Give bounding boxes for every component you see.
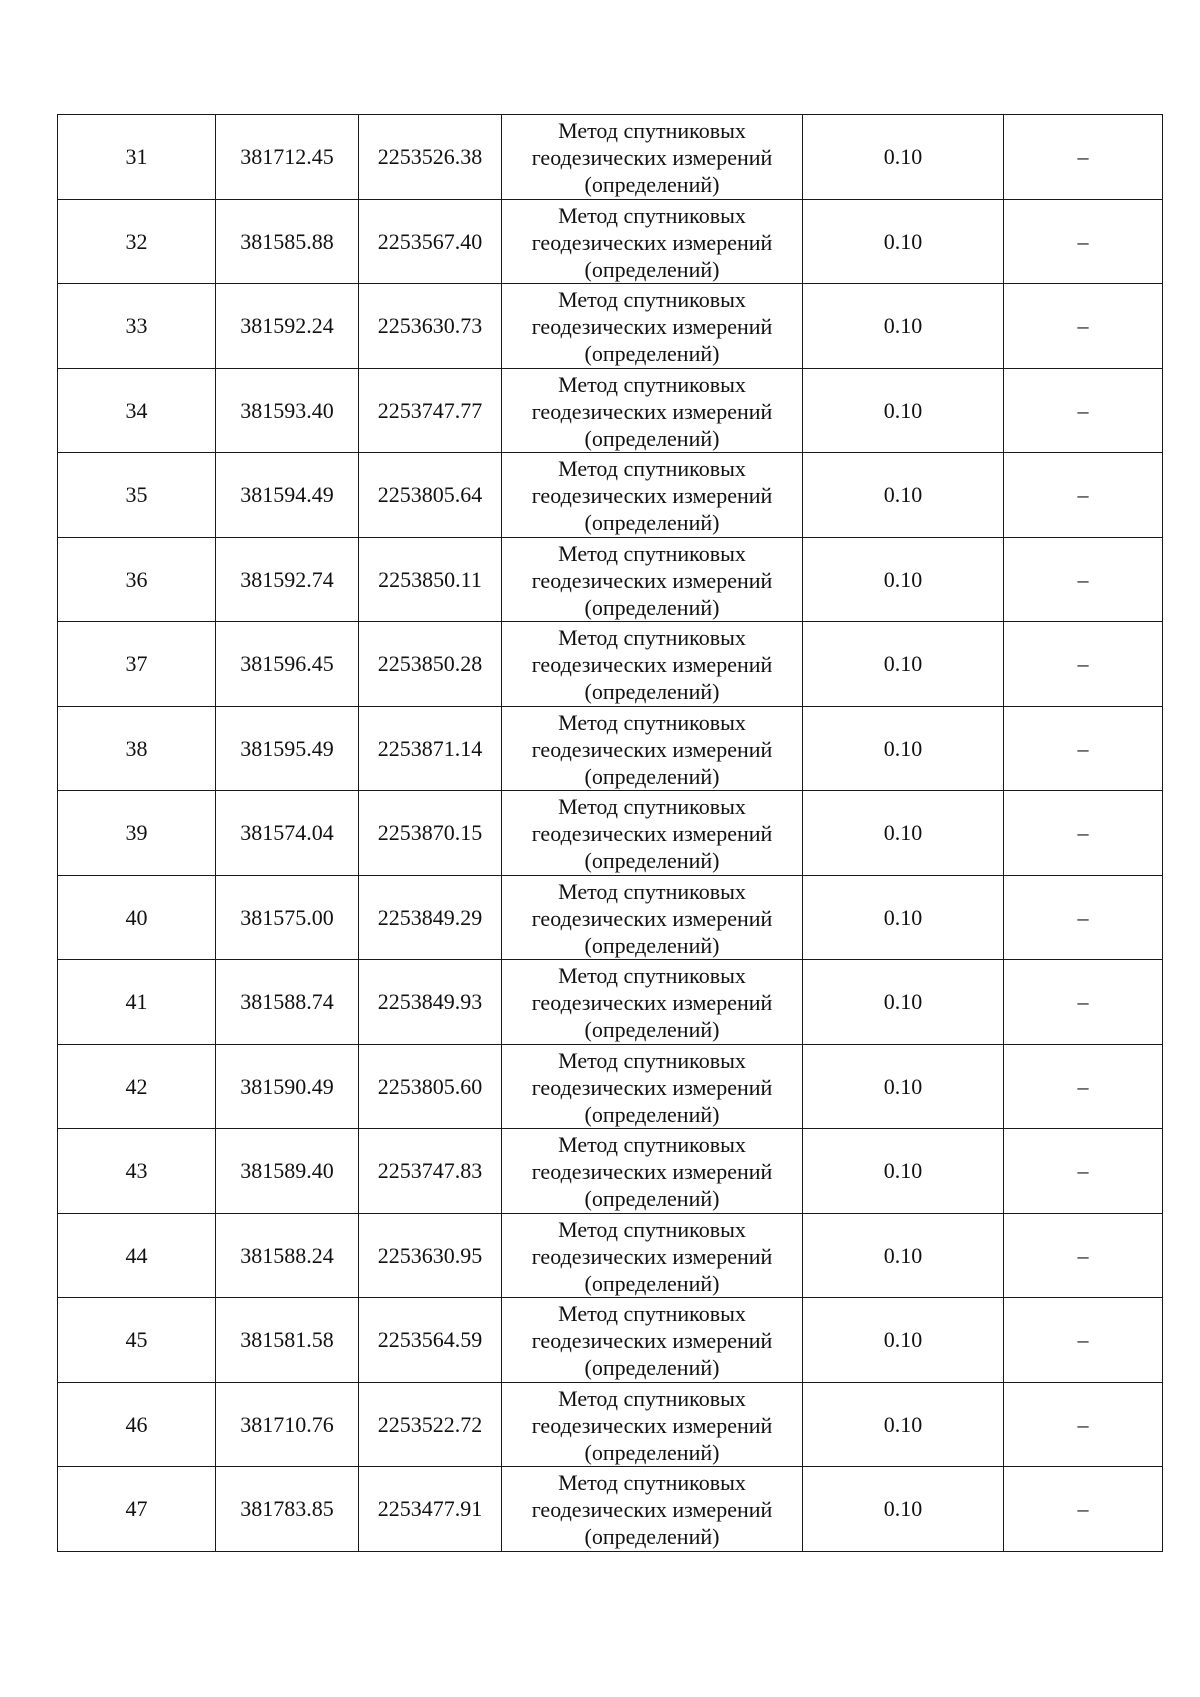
method-line-2: геодезических измерений bbox=[531, 229, 773, 255]
point-number-cell: 47 bbox=[58, 1467, 216, 1552]
point-number-cell: 46 bbox=[58, 1382, 216, 1467]
x-coordinate-cell: 381595.49 bbox=[216, 706, 359, 791]
method-cell bbox=[502, 960, 803, 1045]
x-coordinate-cell: 381588.74 bbox=[216, 960, 359, 1045]
method-cell bbox=[502, 706, 803, 791]
method-line-1: Метод спутниковых bbox=[558, 1385, 746, 1411]
table-row bbox=[58, 1044, 1163, 1129]
method-line-2: геодезических измерений bbox=[531, 821, 773, 847]
method-cell bbox=[502, 368, 803, 453]
x-coordinate-cell: 381596.45 bbox=[216, 622, 359, 707]
method-cell bbox=[502, 1467, 803, 1552]
accuracy-cell: 0.10 bbox=[803, 875, 1004, 960]
method-cell bbox=[502, 453, 803, 538]
y-coordinate-cell: 2253870.15 bbox=[359, 791, 502, 876]
method-line-1: Метод спутниковых bbox=[558, 202, 746, 228]
y-coordinate-cell: 2253849.93 bbox=[359, 960, 502, 1045]
y-coordinate-cell: 2253805.64 bbox=[359, 453, 502, 538]
point-number-cell: 38 bbox=[58, 706, 216, 791]
accuracy-cell: 0.10 bbox=[803, 453, 1004, 538]
note-cell: – bbox=[1004, 1298, 1163, 1383]
method-line-1: Метод спутниковых bbox=[558, 625, 746, 651]
method-line-1: Метод спутниковых bbox=[558, 1216, 746, 1242]
x-coordinate-cell: 381575.00 bbox=[216, 875, 359, 960]
point-number-cell: 34 bbox=[58, 368, 216, 453]
table-row bbox=[58, 960, 1163, 1045]
method-line-1: Метод спутниковых bbox=[558, 118, 746, 144]
x-coordinate-cell: 381581.58 bbox=[216, 1298, 359, 1383]
method-line-1: Метод спутниковых bbox=[558, 1132, 746, 1158]
table-row bbox=[58, 537, 1163, 622]
method-cell bbox=[502, 1382, 803, 1467]
y-coordinate-cell: 2253564.59 bbox=[359, 1298, 502, 1383]
accuracy-cell: 0.10 bbox=[803, 706, 1004, 791]
x-coordinate-cell: 381594.49 bbox=[216, 453, 359, 538]
table-row bbox=[58, 199, 1163, 284]
table-row bbox=[58, 706, 1163, 791]
table-row bbox=[58, 875, 1163, 960]
y-coordinate-cell: 2253849.29 bbox=[359, 875, 502, 960]
method-line-3: (определений) bbox=[584, 679, 720, 705]
method-line-2: геодезических измерений bbox=[531, 314, 773, 340]
point-number-cell: 44 bbox=[58, 1213, 216, 1298]
table-row bbox=[58, 453, 1163, 538]
method-line-3: (определений) bbox=[584, 256, 720, 282]
method-cell bbox=[502, 1044, 803, 1129]
y-coordinate-cell: 2253747.83 bbox=[359, 1129, 502, 1214]
method-cell bbox=[502, 791, 803, 876]
method-cell bbox=[502, 622, 803, 707]
note-cell: – bbox=[1004, 1044, 1163, 1129]
method-line-3: (определений) bbox=[584, 1439, 720, 1465]
method-line-2: геодезических измерений bbox=[531, 145, 773, 171]
method-cell bbox=[502, 284, 803, 369]
method-cell bbox=[502, 875, 803, 960]
note-cell: – bbox=[1004, 706, 1163, 791]
y-coordinate-cell: 2253477.91 bbox=[359, 1467, 502, 1552]
table-row bbox=[58, 284, 1163, 369]
y-coordinate-cell: 2253747.77 bbox=[359, 368, 502, 453]
method-line-3: (определений) bbox=[584, 1270, 720, 1296]
note-cell: – bbox=[1004, 537, 1163, 622]
y-coordinate-cell: 2253526.38 bbox=[359, 115, 502, 200]
accuracy-cell: 0.10 bbox=[803, 1044, 1004, 1129]
x-coordinate-cell: 381585.88 bbox=[216, 199, 359, 284]
table-row bbox=[58, 791, 1163, 876]
y-coordinate-cell: 2253630.95 bbox=[359, 1213, 502, 1298]
table-row bbox=[58, 622, 1163, 707]
x-coordinate-cell: 381783.85 bbox=[216, 1467, 359, 1552]
y-coordinate-cell: 2253850.11 bbox=[359, 537, 502, 622]
method-cell bbox=[502, 199, 803, 284]
method-line-1: Метод спутниковых bbox=[558, 878, 746, 904]
point-number-cell: 36 bbox=[58, 537, 216, 622]
y-coordinate-cell: 2253522.72 bbox=[359, 1382, 502, 1467]
table-row bbox=[58, 1467, 1163, 1552]
table-row bbox=[58, 1298, 1163, 1383]
accuracy-cell: 0.10 bbox=[803, 791, 1004, 876]
coordinates-table-body bbox=[58, 115, 1163, 1552]
point-number-cell: 43 bbox=[58, 1129, 216, 1214]
method-line-2: геодезических измерений bbox=[531, 1412, 773, 1438]
method-line-2: геодезических измерений bbox=[531, 905, 773, 931]
point-number-cell: 33 bbox=[58, 284, 216, 369]
method-line-2: геодезических измерений bbox=[531, 652, 773, 678]
note-cell: – bbox=[1004, 115, 1163, 200]
method-line-3: (определений) bbox=[584, 848, 720, 874]
x-coordinate-cell: 381574.04 bbox=[216, 791, 359, 876]
method-cell bbox=[502, 537, 803, 622]
table-row bbox=[58, 1213, 1163, 1298]
x-coordinate-cell: 381592.74 bbox=[216, 537, 359, 622]
point-number-cell: 40 bbox=[58, 875, 216, 960]
method-line-2: геодезических измерений bbox=[531, 398, 773, 424]
method-line-2: геодезических измерений bbox=[531, 736, 773, 762]
note-cell: – bbox=[1004, 1129, 1163, 1214]
note-cell: – bbox=[1004, 453, 1163, 538]
method-line-3: (определений) bbox=[584, 763, 720, 789]
method-line-3: (определений) bbox=[584, 1101, 720, 1127]
method-cell bbox=[502, 1213, 803, 1298]
note-cell: – bbox=[1004, 284, 1163, 369]
accuracy-cell: 0.10 bbox=[803, 199, 1004, 284]
accuracy-cell: 0.10 bbox=[803, 537, 1004, 622]
method-line-2: геодезических измерений bbox=[531, 483, 773, 509]
method-line-3: (определений) bbox=[584, 425, 720, 451]
note-cell: – bbox=[1004, 368, 1163, 453]
method-line-1: Метод спутниковых bbox=[558, 1301, 746, 1327]
x-coordinate-cell: 381589.40 bbox=[216, 1129, 359, 1214]
method-line-1: Метод спутниковых bbox=[558, 709, 746, 735]
method-line-1: Метод спутниковых bbox=[558, 456, 746, 482]
method-line-1: Метод спутниковых bbox=[558, 963, 746, 989]
x-coordinate-cell: 381588.24 bbox=[216, 1213, 359, 1298]
point-number-cell: 45 bbox=[58, 1298, 216, 1383]
table-row bbox=[58, 368, 1163, 453]
table-row bbox=[58, 115, 1163, 200]
note-cell: – bbox=[1004, 875, 1163, 960]
x-coordinate-cell: 381593.40 bbox=[216, 368, 359, 453]
y-coordinate-cell: 2253871.14 bbox=[359, 706, 502, 791]
method-cell bbox=[502, 1129, 803, 1214]
method-line-2: геодезических измерений bbox=[531, 1159, 773, 1185]
note-cell: – bbox=[1004, 960, 1163, 1045]
note-cell: – bbox=[1004, 622, 1163, 707]
point-number-cell: 31 bbox=[58, 115, 216, 200]
method-line-3: (определений) bbox=[584, 1186, 720, 1212]
x-coordinate-cell: 381592.24 bbox=[216, 284, 359, 369]
note-cell: – bbox=[1004, 1213, 1163, 1298]
method-line-1: Метод спутниковых bbox=[558, 540, 746, 566]
point-number-cell: 35 bbox=[58, 453, 216, 538]
point-number-cell: 42 bbox=[58, 1044, 216, 1129]
point-number-cell: 32 bbox=[58, 199, 216, 284]
y-coordinate-cell: 2253850.28 bbox=[359, 622, 502, 707]
note-cell: – bbox=[1004, 1467, 1163, 1552]
accuracy-cell: 0.10 bbox=[803, 284, 1004, 369]
accuracy-cell: 0.10 bbox=[803, 960, 1004, 1045]
table-row bbox=[58, 1382, 1163, 1467]
method-line-3: (определений) bbox=[584, 172, 720, 198]
method-line-1: Метод спутниковых bbox=[558, 794, 746, 820]
method-line-3: (определений) bbox=[584, 1524, 720, 1550]
note-cell: – bbox=[1004, 199, 1163, 284]
x-coordinate-cell: 381712.45 bbox=[216, 115, 359, 200]
note-cell: – bbox=[1004, 791, 1163, 876]
method-line-3: (определений) bbox=[584, 341, 720, 367]
method-line-2: геодезических измерений bbox=[531, 1497, 773, 1523]
method-cell bbox=[502, 115, 803, 200]
method-line-2: геодезических измерений bbox=[531, 567, 773, 593]
method-line-1: Метод спутниковых bbox=[558, 287, 746, 313]
accuracy-cell: 0.10 bbox=[803, 1382, 1004, 1467]
accuracy-cell: 0.10 bbox=[803, 1129, 1004, 1214]
x-coordinate-cell: 381710.76 bbox=[216, 1382, 359, 1467]
accuracy-cell: 0.10 bbox=[803, 1298, 1004, 1383]
method-line-1: Метод спутниковых bbox=[558, 1470, 746, 1496]
accuracy-cell: 0.10 bbox=[803, 622, 1004, 707]
y-coordinate-cell: 2253567.40 bbox=[359, 199, 502, 284]
method-line-2: геодезических измерений bbox=[531, 1328, 773, 1354]
method-line-3: (определений) bbox=[584, 594, 720, 620]
x-coordinate-cell: 381590.49 bbox=[216, 1044, 359, 1129]
accuracy-cell: 0.10 bbox=[803, 115, 1004, 200]
point-number-cell: 39 bbox=[58, 791, 216, 876]
accuracy-cell: 0.10 bbox=[803, 1467, 1004, 1552]
method-line-2: геодезических измерений bbox=[531, 1243, 773, 1269]
accuracy-cell: 0.10 bbox=[803, 1213, 1004, 1298]
y-coordinate-cell: 2253805.60 bbox=[359, 1044, 502, 1129]
point-number-cell: 41 bbox=[58, 960, 216, 1045]
method-line-3: (определений) bbox=[584, 932, 720, 958]
method-line-2: геодезических измерений bbox=[531, 990, 773, 1016]
method-line-3: (определений) bbox=[584, 510, 720, 536]
method-line-3: (определений) bbox=[584, 1355, 720, 1381]
method-line-3: (определений) bbox=[584, 1017, 720, 1043]
method-line-2: геодезических измерений bbox=[531, 1074, 773, 1100]
method-cell bbox=[502, 1298, 803, 1383]
y-coordinate-cell: 2253630.73 bbox=[359, 284, 502, 369]
accuracy-cell: 0.10 bbox=[803, 368, 1004, 453]
point-number-cell: 37 bbox=[58, 622, 216, 707]
method-line-1: Метод спутниковых bbox=[558, 1047, 746, 1073]
coordinates-table bbox=[57, 114, 1163, 1552]
method-line-1: Метод спутниковых bbox=[558, 371, 746, 397]
table-row bbox=[58, 1129, 1163, 1214]
note-cell: – bbox=[1004, 1382, 1163, 1467]
